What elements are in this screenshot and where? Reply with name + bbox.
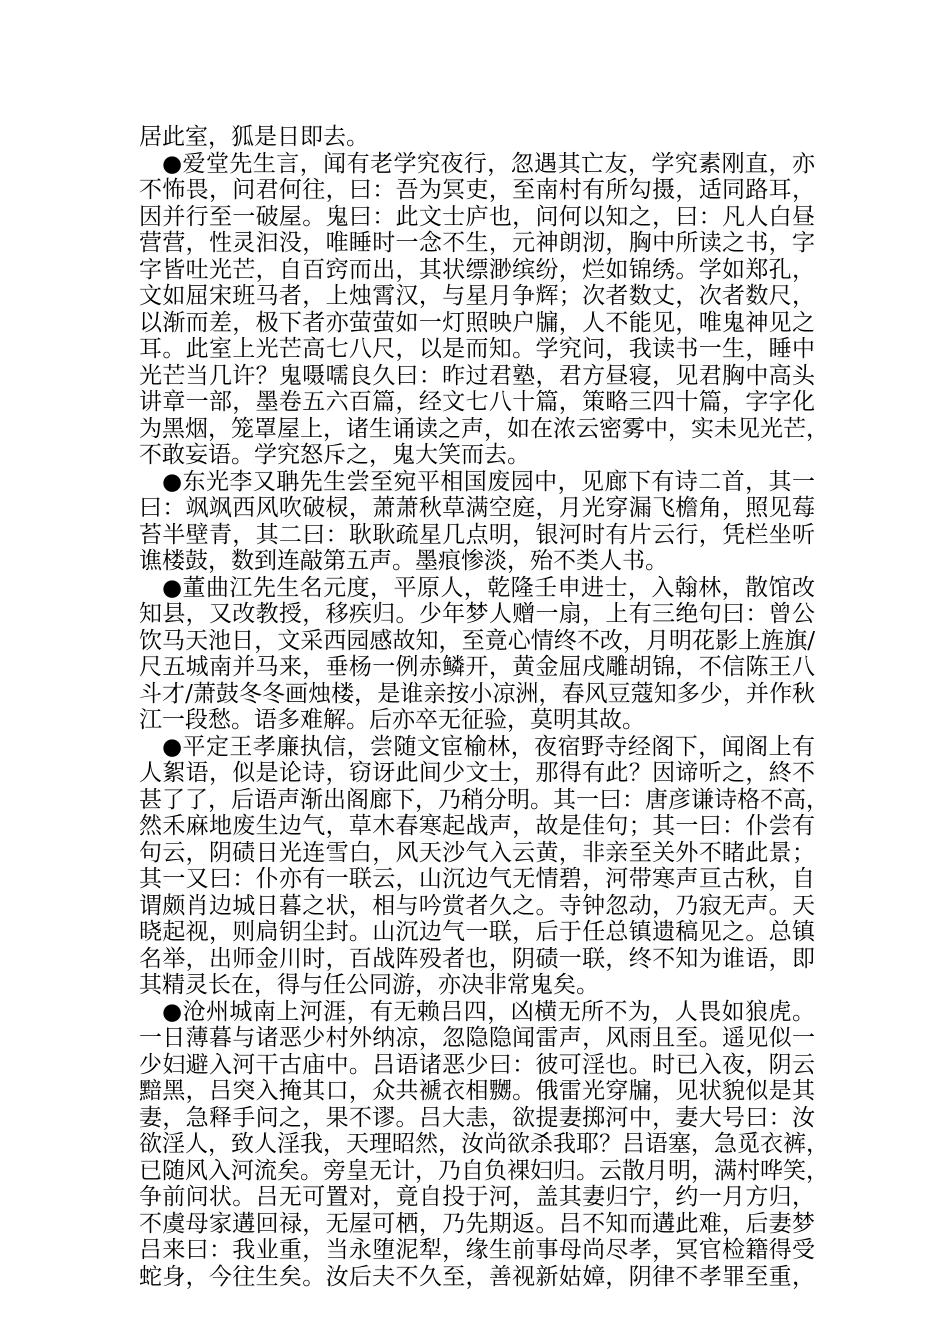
text-line: 甚了了，后语声渐出阁廊下，乃稍分明。其一曰：唐彦谦诗格不高，	[139, 786, 829, 813]
text-line: 文如屈宋班马者，上烛霄汉，与星月争辉；次者数丈，次者数尺，	[139, 283, 815, 309]
text-line: 其一又曰：仆亦有一联云，山沉边气无情碧，河带寒声亘古秋，自	[139, 866, 815, 892]
text-line: 晓起视，则扃钥尘封。山沉边气一联，后于任总镇遗稿见之。总镇	[139, 919, 815, 945]
text-line: ●沧州城南上河涯，有无赖吕四，凶横无所不为，人畏如狼虎。	[162, 998, 815, 1025]
text-line: 讲章一部，墨卷五六百篇，经文七八十篇，策略三四十篇，字字化	[139, 389, 815, 415]
text-line: 不怖畏，问君何往，曰：吾为冥吏，至南村有所勾摄，适同路耳，	[139, 177, 815, 203]
text-line: 人絮语，似是论诗，窃讶此间少文士，那得有此？因谛听之，終不	[139, 760, 815, 786]
text-line: 斗才/萧鼓冬冬画烛楼，是谁亲按小凉洲，春风豆蔻知多少，并作秋	[139, 680, 815, 707]
text-line: 黯黑，吕突入掩其口，众共褫衣相嬲。俄雷光穿牖，见状貌似是其	[139, 1078, 815, 1104]
text-line: 谓颇肖边城日暮之状，相与吟赏者久之。寺钟忽动，乃寂无声。天	[139, 892, 815, 919]
text-line: 名举，出师金川时，百战阵殁者也，阴碛一联，终不知为谁语，即	[139, 945, 815, 972]
text-line: 曰：飒飒西风吹破棂，萧萧秋草满空庭，月光穿漏飞檐角，照见莓	[139, 495, 815, 521]
text-line: 尺五城南并马来，垂杨一例赤鳞开，黄金屈戌雕胡锦，不信陈王八	[139, 654, 815, 680]
text-line: 居此室，狐是日即去。	[139, 124, 369, 150]
text-line: 为黑烟，笼罩屋上，诸生诵读之声，如在浓云密雾中，实未见光芒，	[139, 415, 829, 442]
text-line: 句云，阴碛日光连雪白，风天沙气入云黄，非亲至关外不睹此景；	[139, 839, 815, 866]
text-line: 蛇身，今往生矣。汝后夫不久至，善视新姑嫜，阴律不孝罪至重，	[139, 1263, 815, 1290]
text-line: 因并行至一破屋。鬼曰：此文士庐也，问何以知之，曰：凡人白昼	[139, 203, 815, 230]
text-line: 已随风入河流矣。旁皇无计，乃自负裸妇归。云散月明，满村哗笑，	[139, 1157, 829, 1184]
text-line: 江一段愁。语多难解。后亦卒无征验，莫明其故。	[139, 707, 645, 733]
text-line: 营营，性灵汩没，唯睡时一念不生，元神朗沏，胸中所读之书，字	[139, 230, 815, 256]
text-line: 妻，急释手问之，果不谬。吕大恚，欲提妻掷河中，妻大号曰：汝	[139, 1104, 815, 1131]
text-line: 以渐而差，极下者亦萤萤如一灯照映户牖，人不能见，唯鬼神见之	[139, 309, 815, 336]
text-line: 欲淫人，致人淫我，天理昭然，汝尚欲杀我耶？吕语塞，急觅衣裤，	[139, 1131, 829, 1157]
text-line: 知县，又改教授，移疾归。少年梦人赠一扇，上有三绝句曰：曾公	[139, 601, 815, 627]
text-line: 争前问状。吕无可置对，竟自投于河，盖其妻归宁，约一月方归，	[139, 1184, 815, 1210]
text-line: 光芒当几许？鬼嗫嚅良久曰：昨过君塾，君方昼寝，见君胸中高头	[139, 362, 815, 389]
text-line: 不敢妄语。学究怒斥之，鬼大笑而去。	[139, 442, 530, 468]
text-line: ●董曲江先生名元度，平原人，乾隆壬申进士，入翰林，散馆改	[162, 574, 815, 601]
text-line: 字皆吐光芒，自百窍而出，其状缥渺缤纷，烂如锦绣。学如郑孔，	[139, 256, 815, 283]
text-line: 饮马天池日，文采西园感故知，至竟心情终不改，月明花影上旌旗/	[139, 627, 815, 654]
text-line: 然禾麻地废生边气，草木春寒起战声，故是佳句；其一曰：仆尝有	[139, 813, 815, 839]
text-line: 苔半壁青，其二曰：耿耿疏星几点明，银河时有片云行，凭栏坐听	[139, 521, 815, 548]
text-line: 一日薄暮与诸恶少村外纳凉，忽隐隐闻雷声，风雨且至。遥见似一	[139, 1025, 815, 1051]
text-line: 谯楼鼓，数到连敲第五声。墨痕惨淡，殆不类人书。	[139, 548, 668, 574]
text-line: ●东光李又聃先生尝至宛平相国废园中，见廊下有诗二首，其一	[162, 468, 815, 495]
text-line: ●爱堂先生言，闻有老学究夜行，忽遇其亡友，学究素刚直，亦	[162, 150, 815, 177]
text-line: 耳。此室上光芒高七八尺，以是而知。学究问，我读书一生，睡中	[139, 336, 815, 362]
text-line: 少妇避入河干古庙中。吕语诸恶少曰：彼可淫也。时已入夜，阴云	[139, 1051, 815, 1078]
text-line: 不虞母家遘回禄，无屋可栖，乃先期返。吕不知而遘此难，后妻梦	[139, 1210, 815, 1237]
document-body-text	[139, 124, 829, 1290]
text-line: 吕来曰：我业重，当永堕泥犁，缘生前事母尚尽孝，冥官检籍得受	[139, 1237, 815, 1263]
text-line: 其精灵长在，得与任公同游，亦决非常鬼矣。	[139, 972, 599, 998]
text-line: ●平定王孝廉执信，尝随文宦榆林，夜宿野寺经阁下，闻阁上有	[162, 733, 815, 760]
